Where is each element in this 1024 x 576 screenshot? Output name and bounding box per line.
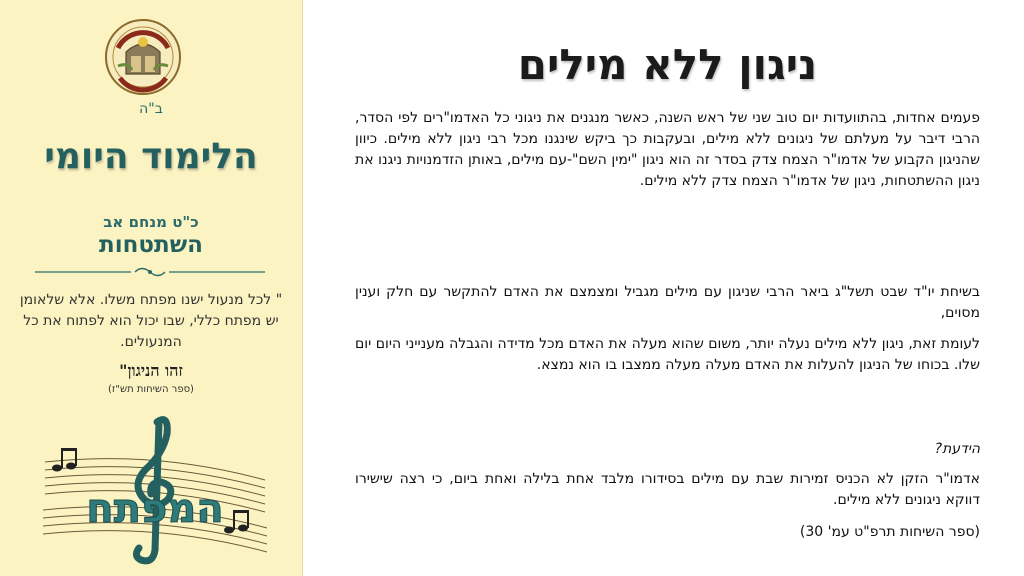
paragraph-contrast: לעומת זאת, ניגון ללא מילים נעלה יותר, משום שהוא מעלה את האדם מכל מדידה והגבלה מענייני היום יום שלו. בכוחו של הניגון להעלות את האדם מעלה מעלה ממצבו בו הוא נמצא. xyxy=(355,336,980,373)
music-key-brand-logo xyxy=(35,410,275,568)
paragraph-intro: פעמים אחדות, בהתוועדות יום טוב שני של ראש השנה, כאשר מנגנים את ניגוני כל האדמו"רים לפי הסדר, הרבי דיבר על מעלתם של ניגונים ללא מילים, ובעקבות כך ביקש שינגנו מכל רבי ניגון ללא מילים. כיוון שהניגון הקבוע של אדמו"ר הצמח צדק בסדר זה הוא ניגון "ימין השם"-עם מילים, באותן הזדמנויות ניגנו את ניגון ההשתטחות, ניגון של אדמו"ר הצמח צדק ללא מילים. xyxy=(355,110,980,189)
sidebar-panel xyxy=(0,0,303,576)
source-citation: (ספר השיחות תרפ"ט עמ' 30) xyxy=(799,524,980,540)
brand-text: המפתח xyxy=(86,486,224,532)
topic-title: השתטחות xyxy=(99,232,203,258)
quote-author: זהו הניגון" xyxy=(119,361,183,380)
torah-ark-logo-icon xyxy=(104,18,182,96)
sidebar-title: הלימוד היומי xyxy=(44,136,258,177)
quote-source: (ספר השיחות תש"ז) xyxy=(108,384,194,395)
bh-label: ב"ה xyxy=(139,101,163,117)
did-you-know-heading: הידעת? xyxy=(934,441,980,457)
paragraph-did-you-know: אדמו"ר הזקן לא הכניס זמירות שבת עם מילים בסידורו מלבד אחת בלילה ואחת ביום, כי רצה שישירו דווקא ניגונים ללא מילים. xyxy=(355,471,980,508)
paragraph-sicha: בשיחת יו"ד שבט תשל"ג ביאר הרבי שניגון עם מילים מגביל ומצמצם את האדם להתקשר עם חלק וענין מסוים, xyxy=(355,284,980,321)
ornament-divider xyxy=(35,264,265,280)
quote-text: " לכל מנעול ישנו מפתח משלו. אלא שלאומן יש מפתח כללי, שבו יכול הוא לפתוח את כל המנעולים. xyxy=(19,292,283,350)
article-title: ניגון ללא מילים xyxy=(517,40,818,89)
hebrew-date: כ"ט מנחם אב xyxy=(103,213,199,231)
article xyxy=(355,0,980,576)
